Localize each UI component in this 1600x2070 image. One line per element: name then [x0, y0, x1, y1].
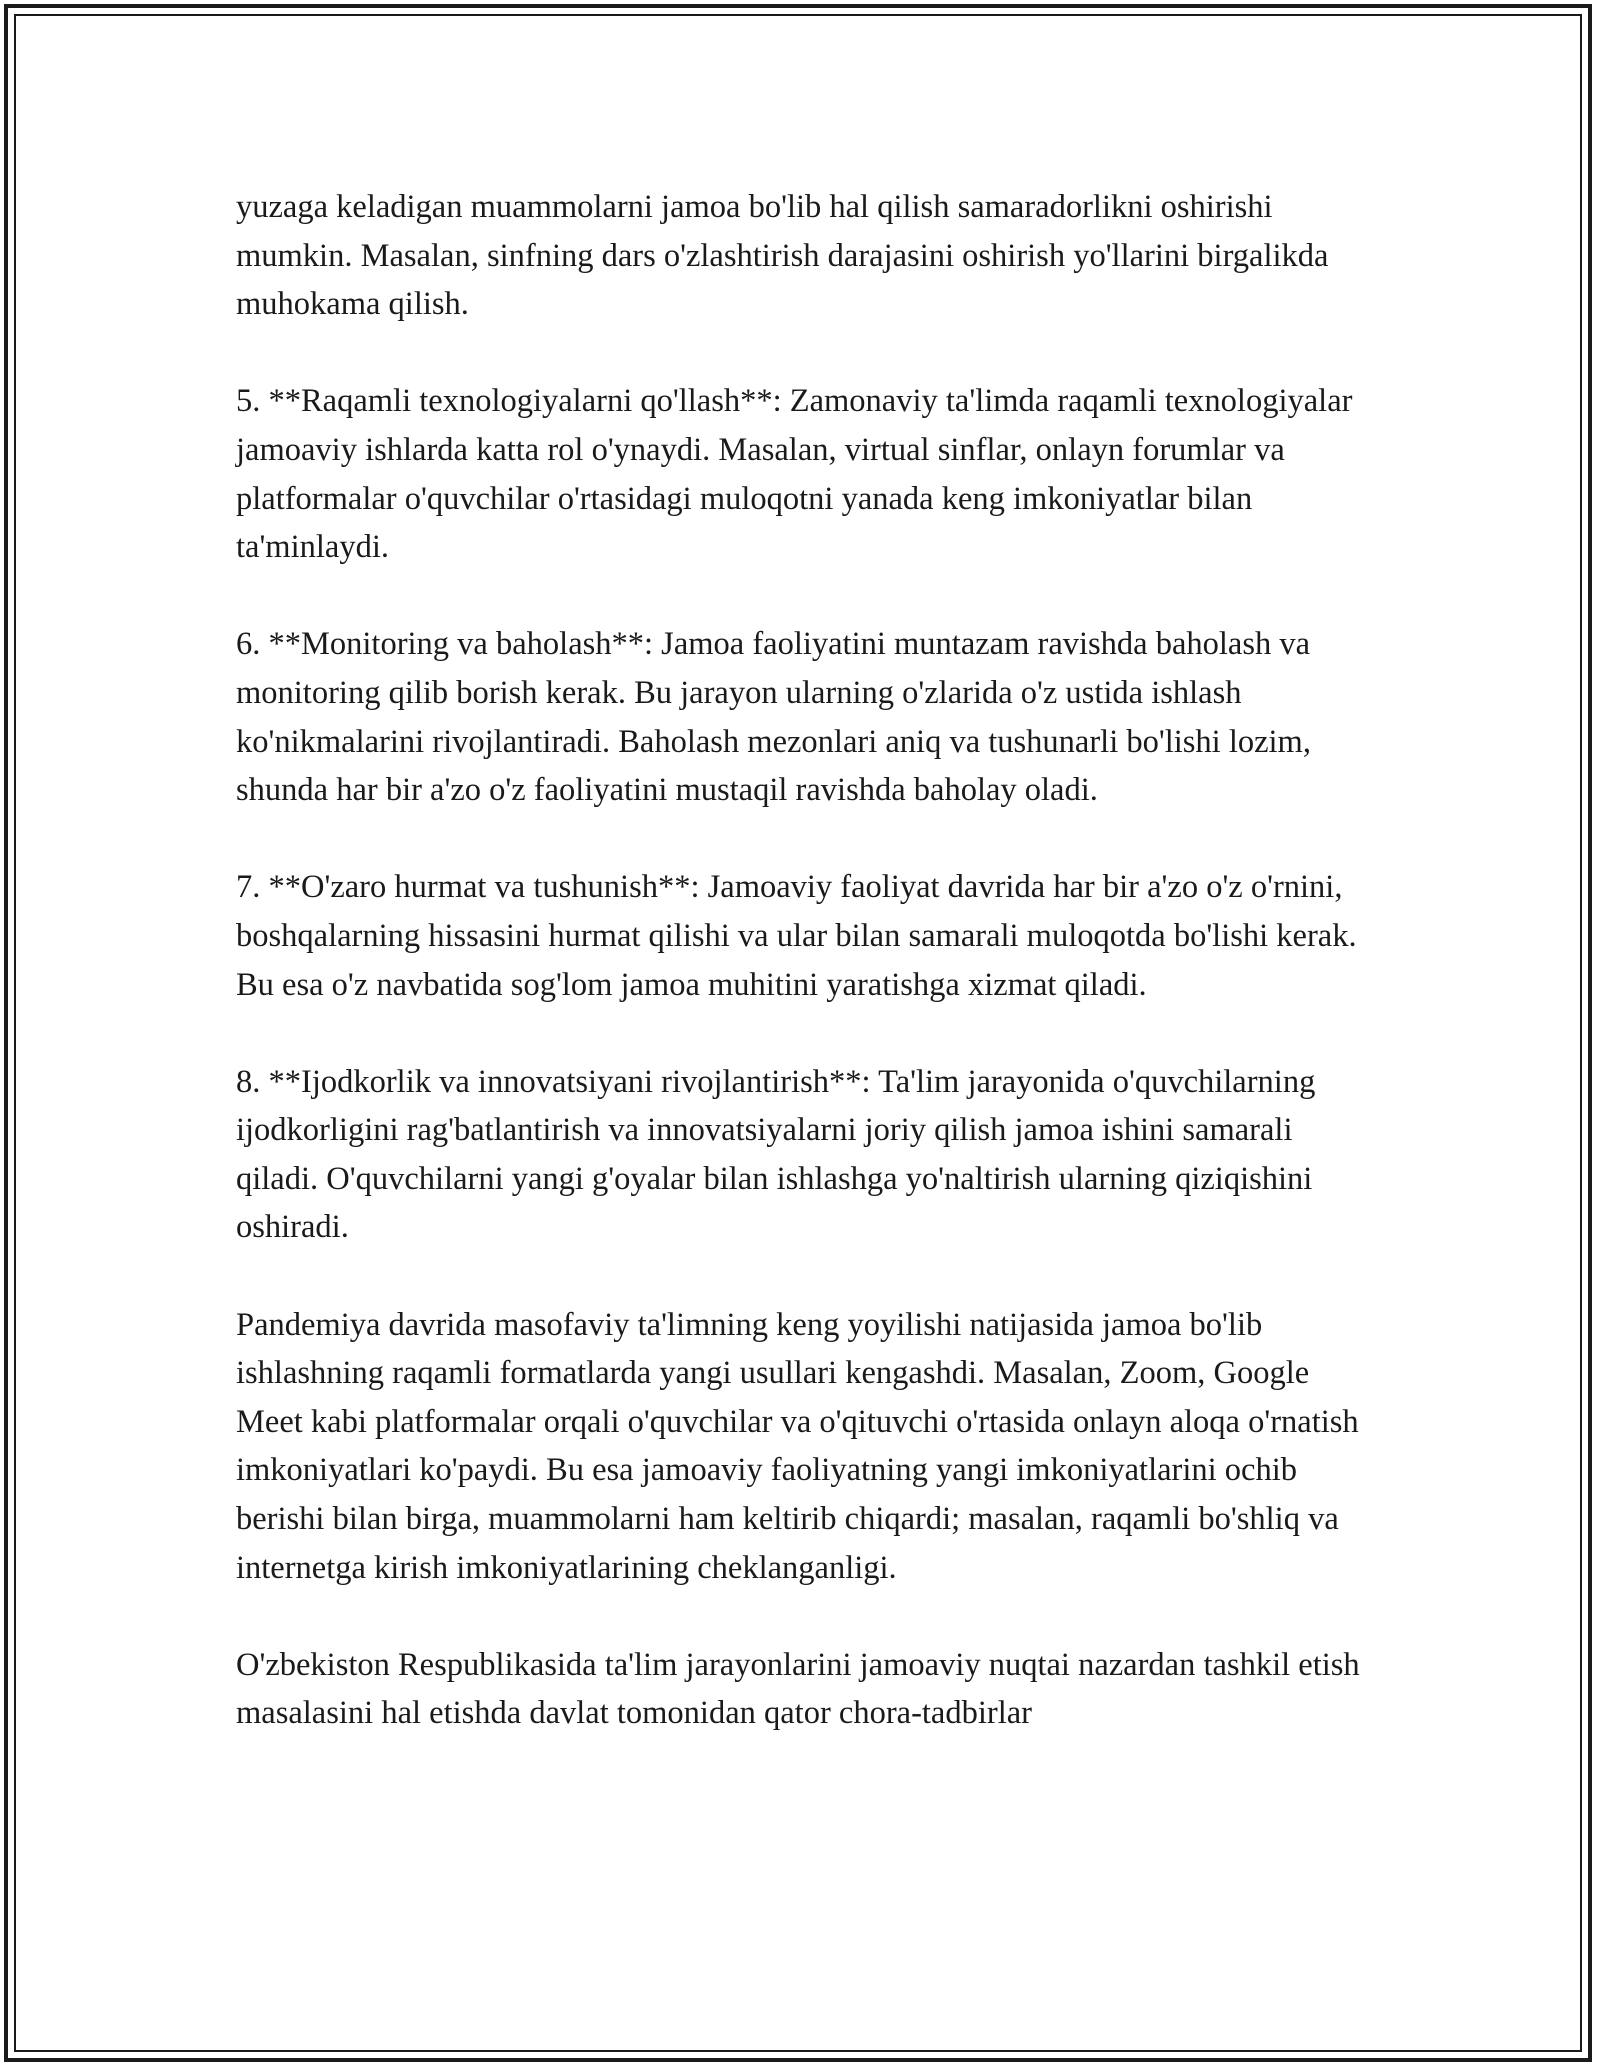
paragraph-item-6: 6. **Monitoring va baholash**: Jamoa faoliyatini muntazam ravishda baholash va monitoring qilib borish kerak. Bu jarayon ularning o'zlarida o'z ustida ishlash ko'nikmalarini rivojlantiradi. Baholash mezonlari aniq va tushunarli bo'lishi lozim, shunda har bir a'zo o'z faoliyatini mustaqil ravishda baholay oladi. [236, 626, 1311, 809]
paragraph-item-7: 7. **O'zaro hurmat va tushunish**: Jamoaviy faoliyat davrida har bir a'zo o'z o'rnini, boshqalarning hissasini hurmat qilishi va ular bilan samarali muloqotda bo'lishi kerak. Bu esa o'z navbatida sog'lom jamoa muhitini yaratishga xizmat qiladi. [236, 869, 1357, 1003]
paragraph-item-8: 8. **Ijodkorlik va innovatsiyani rivojlantirish**: Ta'lim jarayonida o'quvchilarning ijodkorligini rag'batlantirish va innovatsiyalarni joriy qilish jamoa ishini samarali qiladi. O'quvchilarni yangi g'oyalar bilan ishlashga yo'naltirish ularning qiziqishini oshiradi. [236, 1063, 1316, 1246]
paragraph-pandemic: Pandemiya davrida masofaviy ta'limning keng yoyilishi natijasida jamoa bo'lib ishlashning raqamli formatlarda yangi usullari kengashdi. Masalan, Zoom, Google Meet kabi platformalar orqali o'quvchilar va o'qituvchi o'rtasida onlayn aloqa o'rnatish imkoniyatlari ko'paydi. Bu esa jamoaviy faoliyatning yangi imkoniyatlarini ochib berishi bilan birga, muammolarni ham keltirib chiqardi; masalan, raqamli bo'shliq va internetga kirish imkoniyatlarining cheklanganligi. [236, 1306, 1359, 1586]
paragraph-item-5: 5. **Raqamli texnologiyalarni qo'llash**: Zamonaviy ta'limda raqamli texnologiyalar jamoaviy ishlarda katta rol o'ynaydi. Masalan, virtual sinflar, onlayn forumlar va platformalar o'quvchilar o'rtasidagi muloqotni yanada keng imkoniyatlar bilan ta'minlaydi. [236, 383, 1353, 566]
paragraph-intro-continuation: yuzaga keladigan muammolarni jamoa bo'lib hal qilish samaradorlikni oshirishi mumkin. Masalan, sinfning dars o'zlashtirish darajasini oshirish yo'llarini birgalikda muhokama qilish. [236, 189, 1329, 323]
document-body [236, 183, 1376, 1787]
paragraph-uzbekistan: O'zbekiston Respublikasida ta'lim jarayonlarini jamoaviy nuqtai nazardan tashkil etish masalasini hal etishda davlat tomonidan qator chora-tadbirlar [236, 1646, 1360, 1732]
